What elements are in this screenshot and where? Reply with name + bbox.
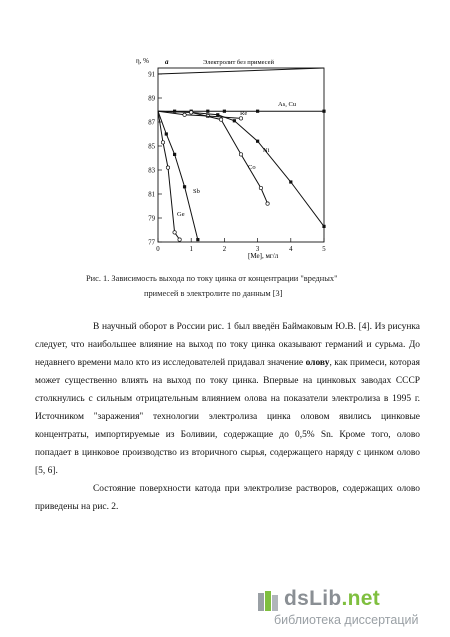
- data-point: [322, 225, 325, 228]
- data-point: [166, 166, 169, 169]
- series-line-co: [158, 111, 268, 203]
- series-line-ge: [158, 111, 180, 239]
- series-line-sb: [158, 111, 198, 239]
- data-point: [233, 119, 236, 122]
- data-point: [219, 118, 222, 121]
- watermark-title: [284, 587, 380, 611]
- y-tick-label: 77: [148, 239, 155, 247]
- panel-label: а: [165, 58, 169, 66]
- body-text: [35, 318, 420, 516]
- data-point: [165, 132, 168, 135]
- curve-label-co: Co: [248, 164, 256, 171]
- y-tick-label: 87: [148, 119, 155, 127]
- data-point: [256, 110, 259, 113]
- y-tick-label: 79: [148, 215, 155, 223]
- top-line-label: Электролит без примесей: [203, 59, 275, 66]
- site-watermark[interactable]: [256, 587, 442, 631]
- curve-label-ge: Ge: [177, 211, 185, 218]
- y-tick-label: 83: [148, 167, 155, 175]
- data-point: [216, 113, 219, 116]
- chart-svg: [128, 48, 333, 260]
- caption-line-2: примесей в электролите по данным [3]: [144, 288, 283, 298]
- paragraph-1-text-a: В научный оборот в России рис. 1 был введён Баймаковым Ю.В. [4]. Из рисунка следует, что наибольшее влияние на выход по току цинка оказывают германий и сурьма. До недавнего времени мало кто из исследователей придавал значение: [35, 322, 420, 368]
- data-point: [190, 111, 193, 114]
- data-point: [196, 238, 199, 241]
- data-point: [183, 113, 186, 116]
- data-point: [173, 153, 176, 156]
- x-axis-label: [Me], мг/л: [248, 252, 279, 260]
- watermark-site-tld: .net: [341, 587, 381, 610]
- y-tick-label: 89: [148, 95, 155, 103]
- paragraph-2: Состояние поверхности катода при электролизе растворов, содержащих олово приведены на рис. 2.: [35, 484, 420, 512]
- curve-label-sb: Sb: [193, 188, 200, 195]
- caption-line-1: Рис. 1. Зависимость выхода по току цинка от концентрации "вредных": [86, 274, 338, 283]
- data-point: [183, 185, 186, 188]
- data-point: [239, 117, 242, 120]
- data-point: [239, 153, 242, 156]
- x-tick-label: 1: [189, 246, 193, 253]
- x-tick-label: 3: [255, 246, 260, 253]
- watermark-site-name: dsLib: [284, 587, 342, 610]
- watermark-tagline: библиотека диссертаций: [274, 613, 419, 627]
- data-point: [223, 110, 226, 113]
- curve-label-ni: Ni: [263, 147, 270, 154]
- x-tick-label: 2: [222, 246, 227, 253]
- data-point: [173, 231, 176, 234]
- paragraph-1-bold-word: олову: [305, 358, 330, 368]
- x-tick-label: 5: [322, 246, 326, 253]
- series-line-электролит-без-примесей: [158, 68, 324, 74]
- y-tick-label: 91: [148, 71, 155, 79]
- series-line-ni: [158, 111, 324, 226]
- data-point: [161, 141, 164, 144]
- paragraph-1-text-b: , как примеси, которая может существенно влиять на выход по току цинка. Впервые на цинковых заводах СССР столкнулись с сильным отрицательным влиянием олова на показатели электролиза в 1995 г. Источником "заражения" технологии электролиза цинка оловом явились цинковые концентраты, импортируемые из Боливии, содержащие до 0,5% Sn. Кроме того, олово попадает в цинковое производство из вторичного сырья, содержащего наряду с цинком олово [5, 6].: [35, 358, 420, 476]
- y-tick-label: 81: [148, 191, 155, 199]
- data-point: [266, 202, 269, 205]
- x-tick-label: 0: [156, 246, 160, 253]
- curve-label-re: Re: [240, 110, 248, 117]
- data-point: [206, 110, 209, 113]
- data-point: [256, 140, 259, 143]
- curve-label-as-cu: As, Cu: [278, 101, 297, 108]
- x-tick-label: 4: [289, 246, 293, 253]
- y-tick-label: 85: [148, 143, 155, 151]
- figure-caption: [86, 272, 386, 301]
- data-point: [178, 238, 181, 241]
- data-point: [322, 110, 325, 113]
- y-axis-label: η, %: [136, 57, 149, 65]
- paragraph-1: [35, 318, 420, 480]
- data-point: [259, 186, 262, 189]
- figure-chart: [128, 48, 333, 260]
- data-point: [289, 180, 292, 183]
